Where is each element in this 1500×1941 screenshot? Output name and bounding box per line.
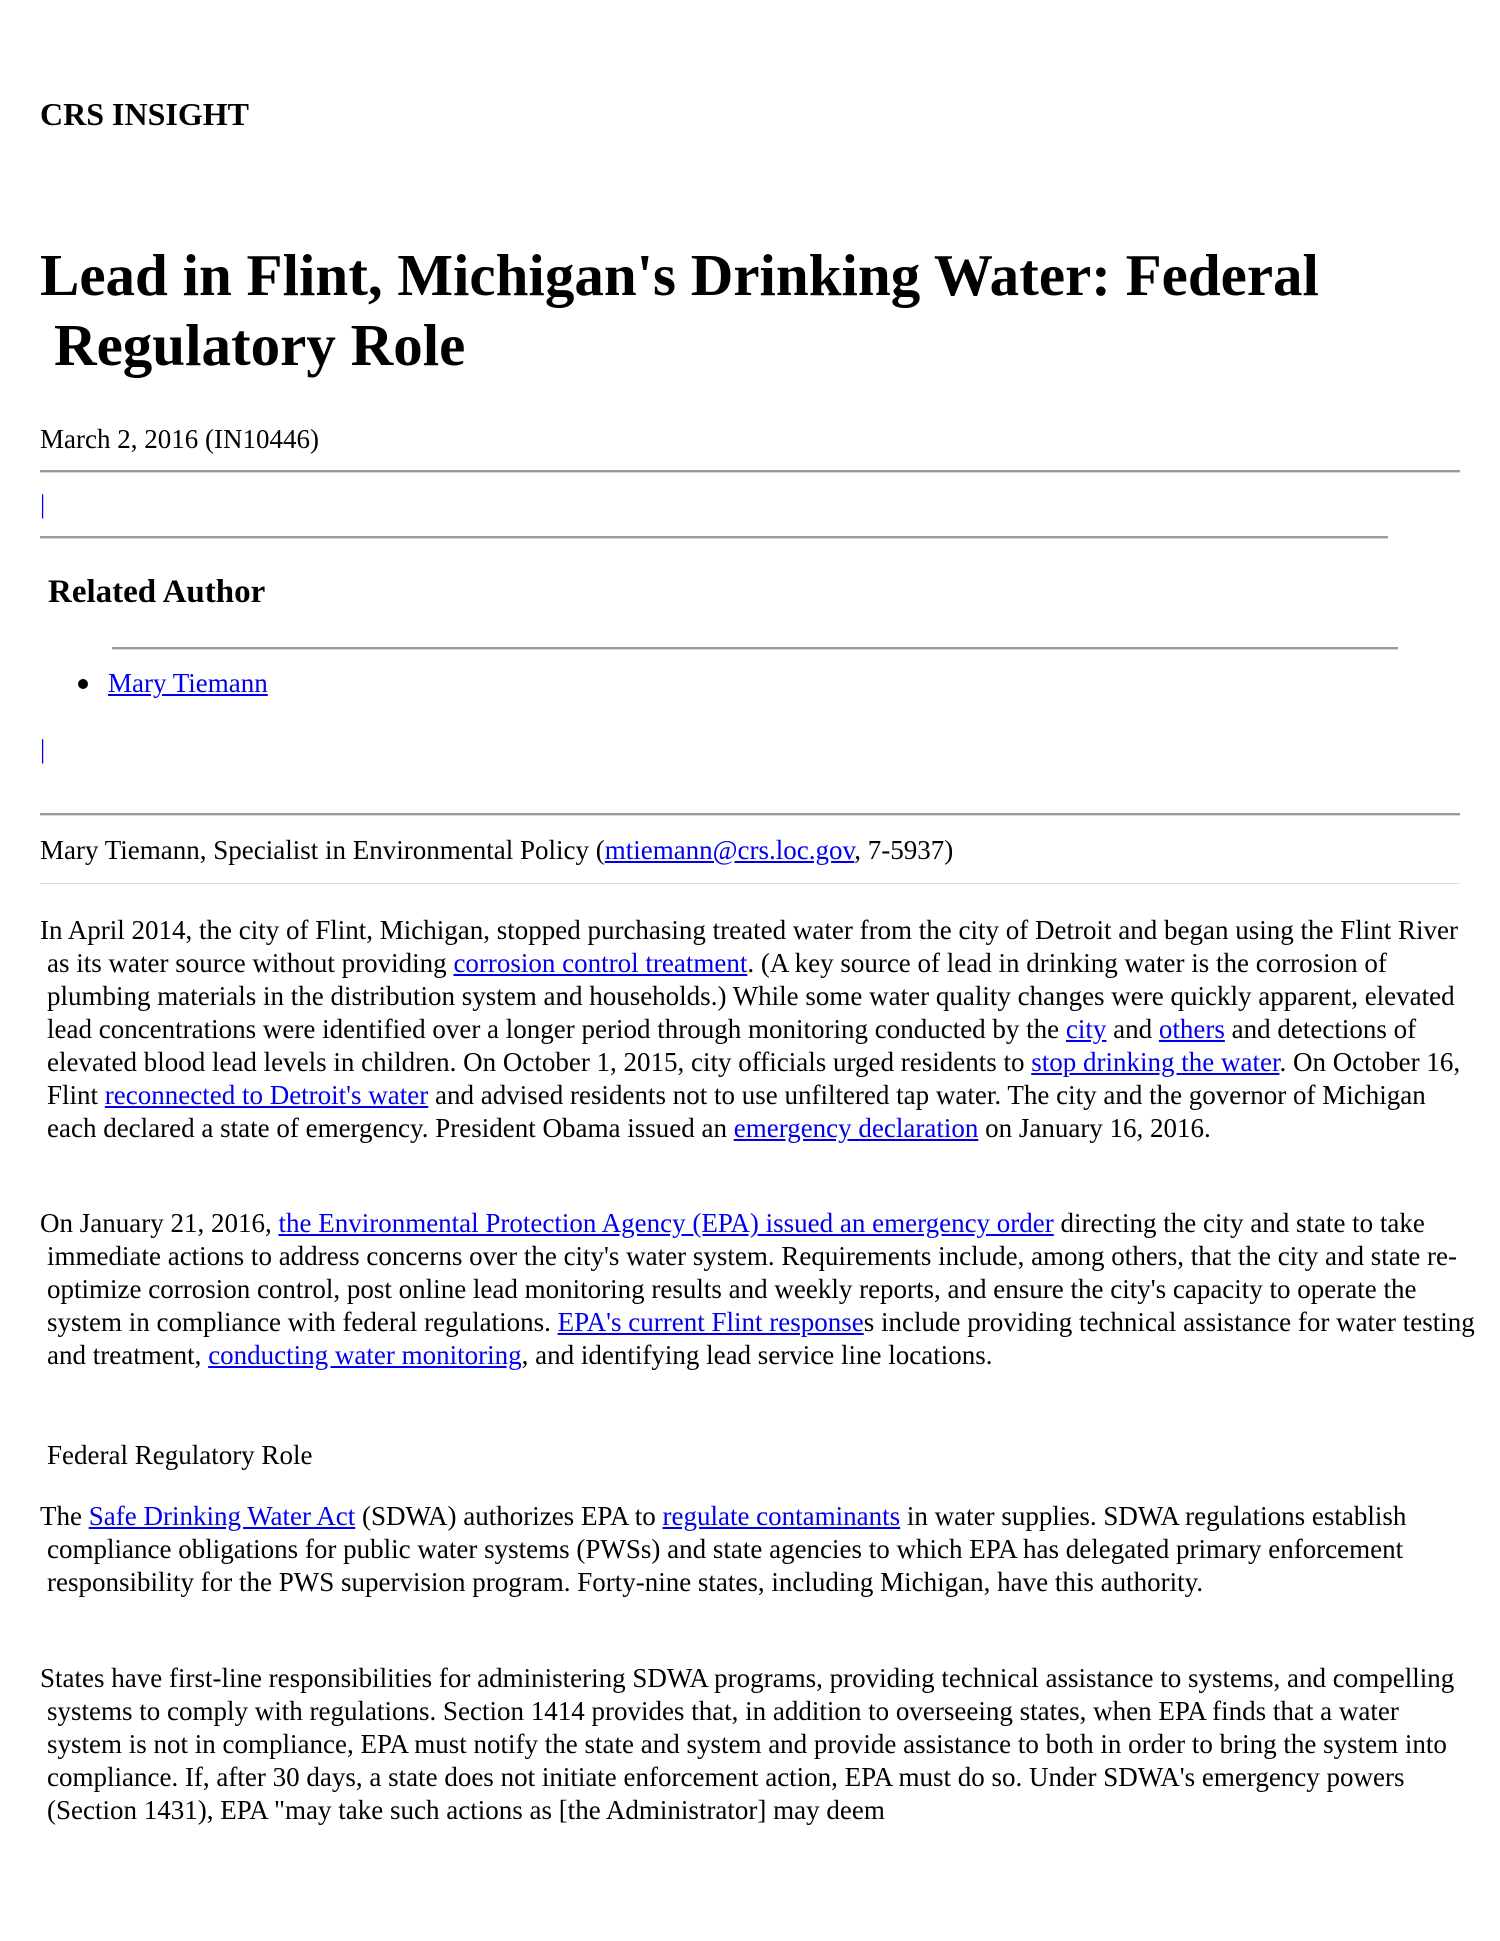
text: s include providing technical assistance for water testing and treatment,: [47, 1307, 1475, 1370]
emergency-declaration-link[interactable]: emergency declaration: [733, 1113, 979, 1143]
city-link[interactable]: city: [1065, 1014, 1107, 1044]
byline-prefix: Mary Tiemann, Specialist in Environmental Policy (: [40, 835, 605, 865]
list-item: [78, 668, 268, 699]
title-line-1: Lead in Flint, Michigan's Drinking Water: Federal: [40, 242, 1319, 308]
stop-drinking-link[interactable]: stop drinking the water: [1031, 1047, 1280, 1077]
email-link[interactable]: mtiemann@crs.loc.gov: [604, 835, 855, 865]
text: in water supplies. SDWA regulations establish compliance obligations for public water systems (PWSs) and state agencies to which EPA has delegated primary enforcement responsibility for the PWS supervision program. Forty-nine states, including Michigan, have this authority.: [47, 1501, 1407, 1597]
section-heading: Federal Regulatory Role: [47, 1440, 313, 1470]
title-line-2: Regulatory Role: [54, 312, 466, 378]
text: , and identifying lead service line locations.: [521, 1340, 993, 1370]
paragraph-1: [40, 914, 1477, 1145]
text: (SDWA) authorizes EPA to: [355, 1501, 663, 1531]
divider-byline-bottom: [40, 883, 1460, 884]
author-link[interactable]: Mary Tiemann: [108, 668, 268, 698]
paragraph-3: [40, 1500, 1477, 1599]
page-title: [40, 240, 1420, 380]
reconnected-detroit-link[interactable]: reconnected to Detroit's water: [104, 1080, 429, 1110]
epa-flint-response-link[interactable]: EPA's current Flint response: [557, 1307, 864, 1337]
related-author-list: [78, 668, 268, 699]
text: . (A key source of lead in drinking water is the corrosion of plumbing materials in the distribution system and households.) While some water quality changes were quickly apparent, elevated lead concentrations were identified over a longer period through monitoring conducted by the: [47, 948, 1455, 1044]
bullet-icon: [78, 679, 88, 689]
author-byline: [40, 835, 953, 866]
divider-byline-top: [40, 813, 1460, 816]
text: States have first-line responsibilities for administering SDWA programs, providing technical assistance to systems, and compelling systems to comply with regulations. Section 1414 provides that, in addition to overseeing states, when EPA finds that a water system is not in compliance, EPA must notify the state and system and provide assistance to both in order to bring the system into compliance. If, after 30 days, a state does not initiate enforcement action, EPA must do so. Under SDWA's emergency powers (Section 1431), EPA "may take such actions as [the Administrator] may deem: [40, 1663, 1455, 1825]
others-link[interactable]: others: [1158, 1014, 1225, 1044]
paragraph-2: [40, 1207, 1477, 1372]
text: and: [1106, 1014, 1159, 1044]
crs-insight-label: CRS INSIGHT: [40, 96, 249, 132]
regulate-contaminants-link[interactable]: regulate contaminants: [662, 1501, 901, 1531]
text: The: [40, 1501, 89, 1531]
pipe-link-2[interactable]: |: [40, 735, 46, 764]
water-monitoring-link[interactable]: conducting water monitoring: [208, 1340, 522, 1370]
publication-date: March 2, 2016 (IN10446): [40, 424, 319, 454]
byline-suffix: , 7-5937): [854, 835, 954, 865]
text: directing the city and state to take immediate actions to address concerns over the city's water system. Requirements include, among others, that the city and state re-optimize corrosion control, post online lead monitoring results and weekly reports, and ensure the city's capacity to operate the system in compliance with federal regulations.: [47, 1208, 1457, 1337]
paragraph-4: [40, 1662, 1477, 1827]
sdwa-link[interactable]: Safe Drinking Water Act: [88, 1501, 356, 1531]
text: and advised residents not to use unfiltered tap water. The city and the governor of Michigan each declared a state of emergency. President Obama issued an: [47, 1080, 1426, 1143]
corrosion-control-link[interactable]: corrosion control treatment: [453, 948, 748, 978]
epa-emergency-order-link[interactable]: the Environmental Protection Agency (EPA) issued an emergency order: [278, 1208, 1054, 1238]
text: On January 21, 2016,: [40, 1208, 279, 1238]
divider-related-inner: [112, 647, 1398, 650]
pipe-link-1[interactable]: |: [40, 490, 46, 519]
text: and detections of elevated blood lead levels in children. On October 1, 2015, city officials urged residents to: [47, 1014, 1417, 1077]
text: on January 16, 2016.: [978, 1113, 1211, 1143]
related-author-heading: Related Author: [48, 574, 266, 610]
text: In April 2014, the city of Flint, Michigan, stopped purchasing treated water from the city of Detroit and began using the Flint River as its water source without providing: [40, 915, 1458, 978]
divider-related-top: [40, 536, 1388, 539]
divider-top: [40, 470, 1460, 473]
text: . On October 16, Flint: [47, 1047, 1461, 1110]
